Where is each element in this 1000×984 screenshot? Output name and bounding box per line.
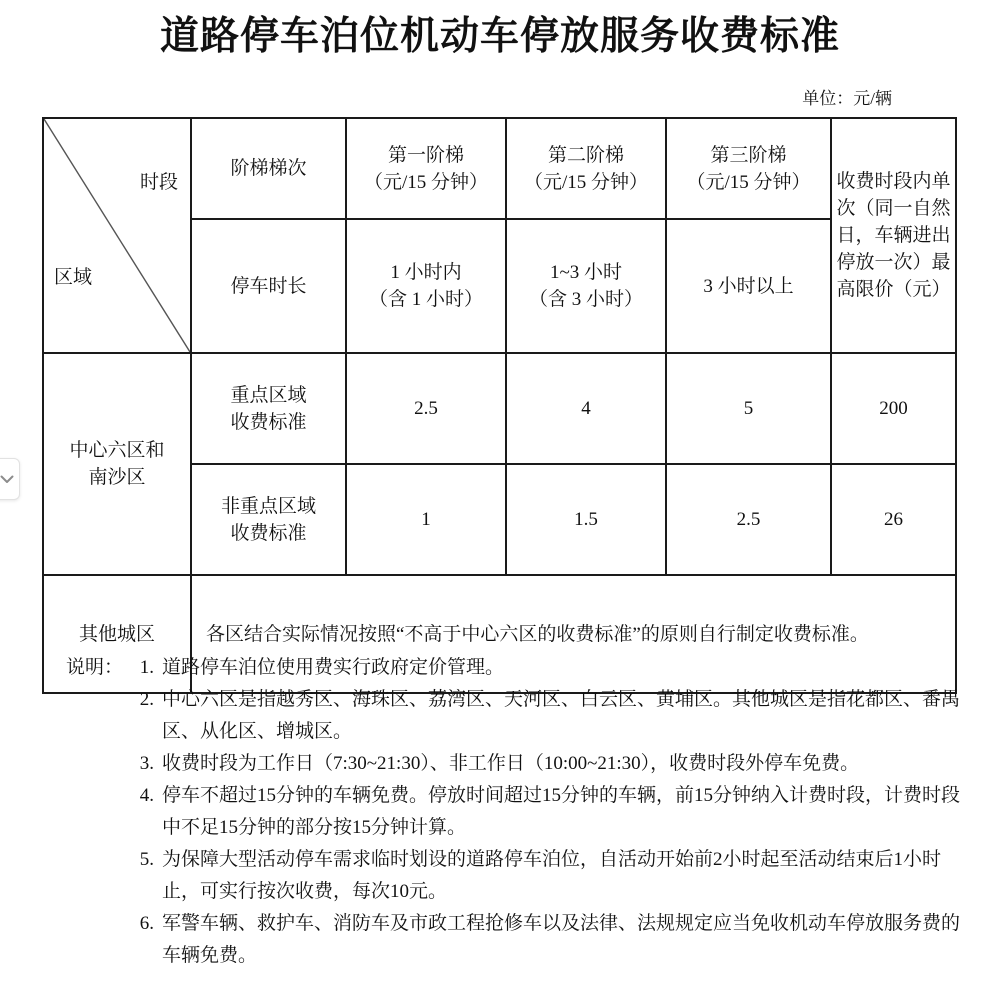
note-text: 为保障大型活动停车需求临时划设的道路停车泊位，自活动开始前2小时起至活动结束后1小时止，可实行按次收费，每次10元。 [162, 849, 942, 902]
note-number: 5. [139, 849, 154, 870]
header-tier-2 [506, 118, 666, 219]
row-label-nonkey-area-line2: 收费标准 [230, 522, 307, 544]
header-duration-3-line1: 3 小时以上 [703, 275, 794, 297]
header-tier-3 [666, 118, 831, 219]
header-tier-1 [346, 118, 506, 219]
page-title: 道路停车泊位机动车停放服务收费标准 [159, 15, 840, 58]
rate-table [42, 117, 957, 694]
note-text: 道路停车泊位使用费实行政府定价管理。 [162, 657, 505, 678]
note-item [66, 844, 966, 908]
rate-key-tier2: 4 [506, 353, 666, 464]
rate-key-tier3: 5 [666, 353, 831, 464]
header-tier-2-line1: 第二阶梯 [547, 144, 624, 166]
region-cell-line1: 中心六区和 [69, 440, 165, 461]
note-number: 4. [139, 785, 154, 806]
note-text: 停车不超过15分钟的车辆免费。停放时间超过15分钟的车辆，前15分钟纳入计费时段，计费时段中不足15分钟的部分按15分钟计算。 [162, 785, 961, 838]
diagonal-divider-icon [44, 119, 190, 352]
header-tier-1-line2: （元/15 分钟） [363, 171, 489, 193]
corner-area-label: 区域 [54, 267, 93, 288]
row-label-key-area [191, 353, 346, 464]
header-duration-3 [666, 219, 831, 353]
region-cell-other: 其他城区 [43, 575, 191, 693]
rate-nonkey-tier2: 1.5 [506, 464, 666, 575]
note-item [66, 748, 966, 780]
row-label-key-area-line1: 重点区域 [230, 384, 307, 406]
row-label-nonkey-area-line1: 非重点区域 [220, 495, 316, 517]
notes-label: 说明： [66, 657, 124, 678]
rate-nonkey-tier3: 2.5 [666, 464, 831, 575]
corner-header-cell [43, 118, 191, 353]
header-duration-1-line2: （含 1 小时） [368, 289, 483, 310]
row-label-key-area-line2: 收费标准 [230, 411, 307, 433]
unit-note: 单位：元/辆 [802, 89, 892, 108]
header-tier-2-line2: （元/15 分钟） [523, 171, 649, 193]
rate-key-cap: 200 [831, 353, 956, 464]
region-cell-central [43, 353, 191, 575]
header-duration-1-line1: 1 小时内 [390, 262, 462, 283]
note-number: 1. [139, 657, 154, 678]
notes-section [66, 652, 966, 972]
header-duration-2 [506, 219, 666, 353]
rate-nonkey-cap: 26 [831, 464, 956, 575]
note-item [66, 652, 966, 684]
edge-scroll-widget[interactable] [0, 458, 20, 500]
note-number: 6. [139, 913, 154, 934]
note-number: 2. [139, 689, 154, 710]
table-row [43, 353, 956, 464]
header-tier-3-line2: （元/15 分钟） [686, 171, 811, 193]
header-duration-2-line1: 1~3 小时 [549, 262, 623, 283]
rate-nonkey-tier1: 1 [346, 464, 506, 575]
note-item [66, 684, 966, 748]
header-tier-1-line1: 第一阶梯 [387, 144, 464, 166]
chevron-down-icon[interactable] [0, 475, 14, 484]
note-text: 军警车辆、救护车、消防车及市政工程抢修车以及法律、法规规定应当免收机动车停放服务费的车辆免费。 [162, 913, 961, 966]
table-header-row-tier [43, 118, 956, 219]
note-item [66, 908, 966, 972]
other-districts-policy-text: 各区结合实际情况按照“不高于中心六区的收费标准”的原则自行制定收费标准。 [191, 575, 956, 693]
rate-key-tier1: 2.5 [346, 353, 506, 464]
note-number: 3. [139, 753, 154, 774]
header-duration-row-label: 停车时长 [191, 219, 346, 353]
header-duration-2-line2: （含 3 小时） [528, 289, 643, 310]
note-item [66, 780, 966, 844]
note-text: 收费时段为工作日（7:30~21:30）、非工作日（10:00~21:30），收费时段外停车免费。 [162, 753, 860, 774]
header-tier-3-line1: 第三阶梯 [710, 144, 787, 166]
row-label-nonkey-area [191, 464, 346, 575]
header-tier-row-label: 阶梯梯次 [191, 118, 346, 219]
note-text: 中心六区是指越秀区、海珠区、荔湾区、天河区、白云区、黄埔区。其他城区是指花都区、番禺区、从化区、增城区。 [162, 689, 961, 742]
region-cell-line2: 南沙区 [88, 467, 146, 488]
header-duration-1 [346, 219, 506, 353]
corner-time-label: 时段 [139, 172, 178, 193]
header-daily-cap: 收费时段内单次（同一自然日，车辆进出停放一次）最高限价（元） [831, 118, 956, 353]
